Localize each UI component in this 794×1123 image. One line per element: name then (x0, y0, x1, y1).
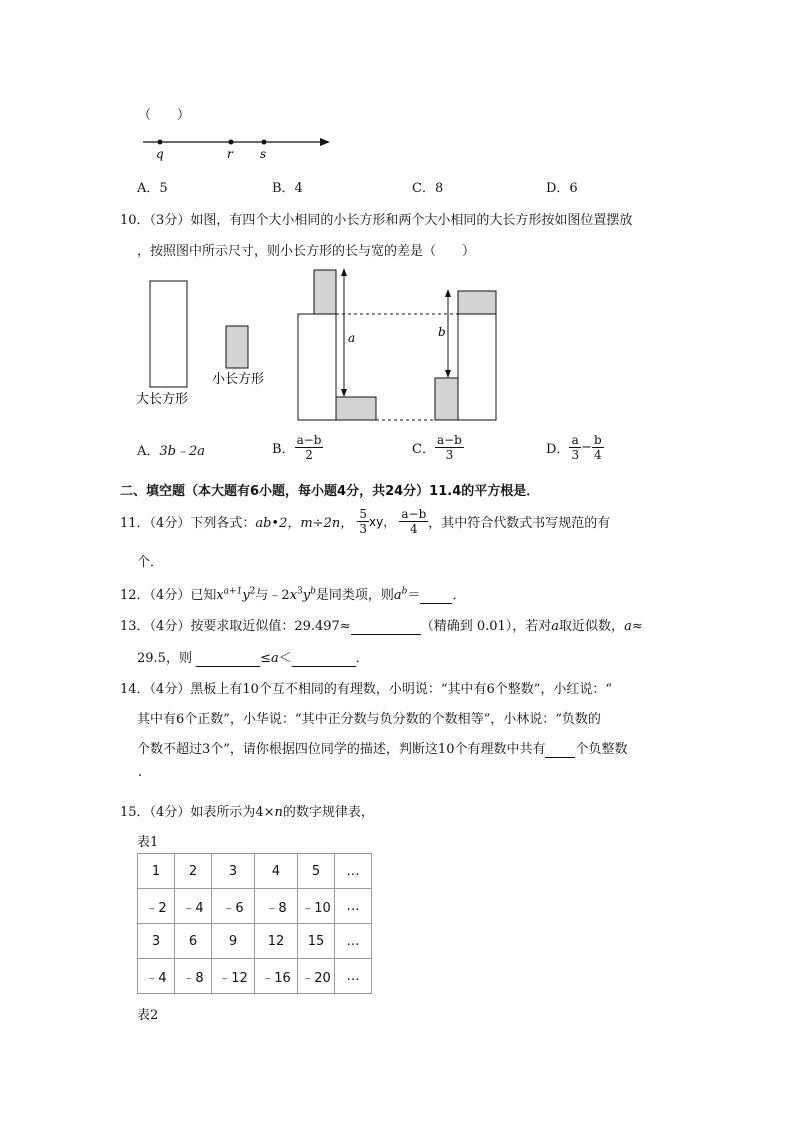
table-cell: 2 (175, 854, 212, 889)
q12-lead: 12．（4分）已知 (120, 588, 217, 603)
table-row (138, 854, 372, 889)
q10-option-d-frac2 (592, 433, 604, 462)
table-cell: 3 (138, 924, 175, 959)
composite-small-top (314, 270, 336, 314)
q15-n: n (274, 805, 283, 820)
small-rectangle (226, 326, 248, 368)
q14-line3-lead: 个数不超过3个”，请你根据四位同学的描述，判断这10个有理数中共有 (137, 742, 546, 757)
q13-line1 (120, 615, 643, 635)
q12-end: ． (452, 588, 466, 603)
table-cell: ﹣8 (255, 889, 298, 924)
q13-a2: a (624, 619, 632, 634)
section-2-heading: 二、填空题（本大题有6小题，每小题4分，共24分）11.4的平方根是． (120, 484, 540, 499)
point-s (262, 140, 267, 145)
q13-blank-2[interactable] (196, 651, 260, 667)
table-cell: … (335, 889, 372, 924)
q13-blank-3[interactable] (292, 651, 356, 667)
table-cell: ﹣4 (138, 959, 175, 994)
table-cell: ﹣2 (138, 889, 175, 924)
q11-expr3-den: 3 (359, 522, 367, 536)
q14-line2: 其中有6个正数”，小华说：“其中正分数与负分数的个数相等”，小林说：“负数的 (137, 712, 601, 727)
q12-a-exp: b (401, 586, 408, 597)
q13-end: ． (355, 651, 369, 666)
q10-option-c-num: a−b (436, 433, 462, 447)
q11-expr3-num: 5 (359, 507, 367, 521)
q13-leq: ≤ (260, 651, 271, 666)
q10-option-d-den2: 4 (594, 448, 602, 462)
dimension-a-arrow-bottom (341, 389, 347, 397)
q10-option-b-den: 2 (305, 448, 313, 462)
q11-expr3-fraction (357, 507, 369, 536)
q13-mid: （精确到 0.01），若对 (420, 619, 552, 634)
q12-x1: x (216, 588, 224, 603)
q12-x2: x (289, 588, 298, 603)
q12-x1-exp: a+1 (223, 586, 243, 597)
q15-line1 (120, 801, 374, 820)
table-cell: ﹣6 (212, 889, 255, 924)
q11-expr4-num: a−b (401, 507, 427, 521)
q10-option-c-prefix: C． (412, 442, 435, 457)
dimension-b-arrow-bottom (445, 370, 451, 378)
table-2-label: 表2 (137, 1008, 159, 1023)
q11-line2: 个． (137, 555, 164, 570)
big-rectangle (150, 281, 187, 387)
composite-small-bottom-left (336, 397, 376, 420)
q11-expr2: m÷2n， (300, 516, 354, 531)
q10-option-d-frac1 (569, 433, 581, 462)
q14-line3-tail: 个负整数 (575, 742, 628, 757)
q13-a3: a (271, 651, 279, 666)
composite-big-left (298, 314, 336, 420)
q12-y1-exp: 2 (249, 586, 256, 597)
table-cell: … (335, 959, 372, 994)
table-cell: … (335, 924, 372, 959)
point-q (158, 140, 163, 145)
table-row (138, 924, 372, 959)
table-cell: ﹣12 (212, 959, 255, 994)
q9-option-d: D．6 (546, 181, 578, 196)
table-cell: 6 (175, 924, 212, 959)
q9-option-c: C．8 (412, 181, 444, 196)
q12 (120, 584, 465, 604)
table-cell: ﹣16 (255, 959, 298, 994)
rectangles-figure (136, 266, 506, 426)
q11-expr3-tail: xy， (369, 515, 396, 529)
small-rectangle-label: 小长方形 (212, 372, 265, 387)
composite-small-top-right (458, 291, 496, 314)
composite-small-bottom-right (435, 378, 458, 420)
q14-line4: . (138, 765, 143, 780)
label-r: r (227, 147, 233, 161)
q13-lead: 13．（4分）按要求取近似值：29.497≈ (120, 619, 351, 634)
q12-a: a (393, 588, 402, 603)
q10-option-d-prefix: D． (546, 442, 570, 457)
q12-x2-exp: 3 (297, 586, 303, 597)
table-cell: ﹣4 (175, 889, 212, 924)
q12-y1: y (242, 588, 250, 603)
q10-line1: 10．（3分）如图，有四个大小相同的小长方形和两个大小相同的大长方形按如图位置摆放 (120, 213, 633, 228)
q11-tail: ，其中符合代数式书写规范的有 (428, 516, 611, 531)
q14-line1: 14．（4分）黑板上有10个互不相同的有理数，小明说：“其中有6个整数”，小红说：“ (120, 682, 613, 697)
q13-line2 (137, 647, 369, 667)
q14-answer-blank[interactable] (545, 742, 575, 758)
q11-expr1: ab•2， (255, 516, 301, 531)
q13-line2-lead: 29.5，则 (137, 651, 192, 666)
q10-option-b-prefix: B． (272, 442, 295, 457)
q10-option-b (272, 433, 323, 462)
q10-option-d-den1: 3 (571, 448, 580, 462)
q10-option-a (137, 440, 205, 459)
table-cell: 9 (212, 924, 255, 959)
q15-tail: 的数字规律表， (282, 805, 374, 820)
q12-equals: ＝ (407, 588, 421, 603)
table-cell: 4 (255, 854, 298, 889)
q11-lead: 11．（4分）下列各式： (120, 516, 256, 531)
q10-option-d-num2: b (593, 433, 602, 447)
composite-big-right (458, 314, 496, 420)
q13-blank-1[interactable] (351, 619, 421, 635)
q11-expr4-den: 4 (409, 522, 418, 536)
q10-option-c-den: 3 (445, 448, 454, 462)
q10-option-d (546, 433, 604, 462)
q10-option-c (412, 433, 464, 462)
number-line-arrow (320, 138, 330, 146)
q12-y2-exp: b (310, 586, 316, 597)
table-cell: 15 (298, 924, 335, 959)
q11-line1 (120, 507, 610, 536)
table-cell: ﹣10 (298, 889, 335, 924)
table-cell: 5 (298, 854, 335, 889)
q13-mid2: 取近似数， (559, 619, 625, 634)
q11-expr4-fraction (399, 507, 428, 536)
q9-paren: （ ） (138, 108, 191, 123)
q10-option-b-fraction (295, 433, 324, 462)
label-s: s (260, 147, 267, 161)
table-1 (137, 853, 372, 994)
q10-option-d-num1: a (569, 433, 581, 448)
q10-option-d-minus: − (581, 440, 592, 455)
dimension-a-label: a (348, 331, 356, 345)
q9-option-b: B．4 (272, 181, 303, 196)
q9-option-a: A．5 (137, 181, 168, 196)
table-cell: 1 (138, 854, 175, 889)
table-cell: … (335, 854, 372, 889)
q12-mid2: 是同类项，则 (315, 588, 394, 603)
q12-mid: 与﹣2 (255, 588, 290, 603)
q15-lead: 15．（4分）如表所示为4× (120, 805, 275, 820)
q10-option-c-fraction (435, 433, 464, 462)
table-1-label: 表1 (137, 835, 159, 850)
q13-lt: ＜ (278, 651, 292, 666)
q13-approx: ≈ (631, 619, 643, 634)
table-cell: ﹣20 (298, 959, 335, 994)
table-cell: 12 (255, 924, 298, 959)
dimension-b-label: b (438, 325, 446, 339)
q12-y2: y (302, 588, 311, 603)
number-line-figure (138, 130, 338, 165)
table-cell: ﹣8 (175, 959, 212, 994)
q13-a: a (551, 619, 560, 634)
q12-answer-blank[interactable] (420, 588, 452, 604)
dimension-a-arrow-top (341, 268, 347, 276)
table-row (138, 959, 372, 994)
label-q: q (156, 147, 164, 161)
q10-option-b-num: a−b (296, 433, 322, 447)
point-r (229, 140, 234, 145)
q10-option-a-expr: 3b﹣2a (159, 444, 206, 459)
q14-line3 (137, 738, 627, 758)
q10-line2: ，按照图中所示尺寸，则小长方形的长与宽的差是（ ） (137, 244, 476, 259)
table-row (138, 889, 372, 924)
big-rectangle-label: 大长方形 (136, 392, 189, 407)
dimension-b-arrow-top (445, 289, 451, 297)
q10-option-a-prefix: A． (137, 444, 160, 459)
table-cell: 3 (212, 854, 255, 889)
